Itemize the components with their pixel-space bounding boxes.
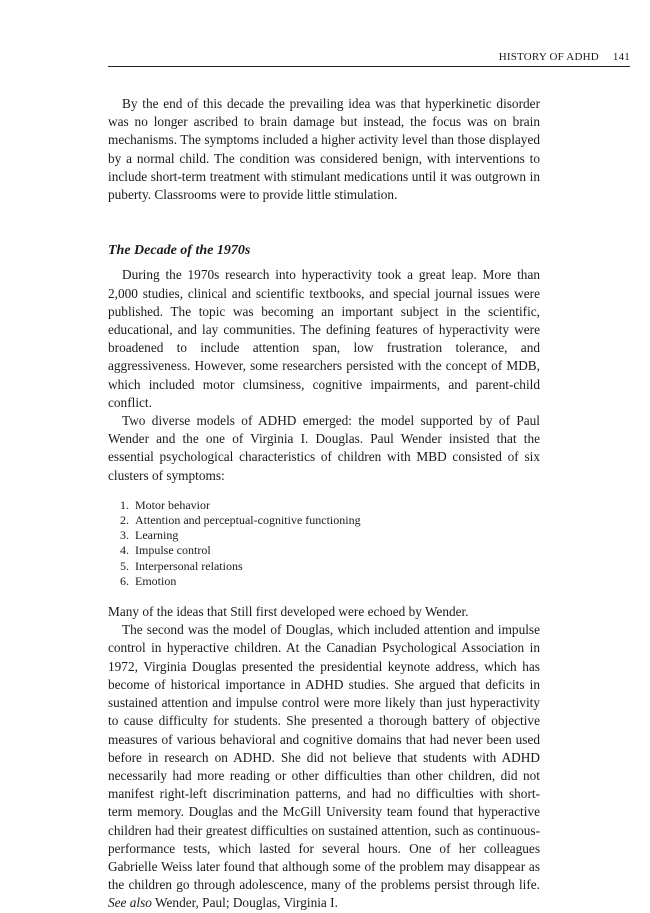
see-also-refs: Wender, Paul; Douglas, Virginia I. <box>155 895 338 911</box>
section-paragraph-4 <box>108 621 540 912</box>
symptom-list <box>108 498 540 589</box>
paragraph-4-text: The second was the model of Douglas, which included attention and impulse control in hyperactive children. At the Canadian Psychological Association in 1972, Virginia Douglas presented the presidential keynote address, which has become of historical importance in ADHD studies. She argued that deficits in sustained attention and impulse control were more likely than just hyperactivity to cause difficulty for students. She presented a thorough battery of objective measures of various behavioral and cognitive domains that had never been used before in research on ADHD. She did not believe that students with ADHD necessarily had more reading or other difficulties than other children, did not manifest right-left discrimination patterns, and had no difficulties with short-term memory. Douglas and the McGill University team found that hyperactive children had their greatest difficulties on sustained attention, such as continuous-performance tests, which lasted for several hours. One of her colleagues Gabrielle Weiss later found that although some of the problem may disappear as the children go through adolescence, many of the problems persist through life. <box>108 622 540 893</box>
list-item: 4. Impulse control <box>132 543 540 558</box>
section-heading: The Decade of the 1970s <box>108 243 251 259</box>
see-also-label: See also <box>108 895 152 911</box>
list-item: 5. Interpersonal relations <box>132 559 540 574</box>
list-item: 1. Motor behavior <box>132 498 540 513</box>
list-item: 6. Emotion <box>132 574 540 589</box>
section-paragraph-1: During the 1970s research into hyperactivity took a great leap. More than 2,000 studies, clinical and scientific textbooks, and special journal issues were published. The topic was becoming an important subject in the scientific, educational, and lay communities. The defining features of hyperactivity were broadened to include attention span, low frustration tolerance, and aggressiveness. However, some researchers persisted with the concept of MDB, which included motor clumsiness, cognitive impairments, and parent-child conflict. <box>108 267 540 410</box>
section-paragraph-3: Many of the ideas that Still first developed were echoed by Wender. <box>108 604 469 620</box>
running-title: HISTORY OF ADHD <box>498 51 599 63</box>
list-item: 2. Attention and perceptual-cognitive functioning <box>132 513 540 528</box>
list-item: 3. Learning <box>132 528 540 543</box>
page-number: 141 <box>612 51 630 63</box>
intro-paragraph: By the end of this decade the prevailing idea was that hyperkinetic disorder was no longer ascribed to brain damage but instead, the focus was on brain mechanisms. The symptoms included a higher activity level than those displayed by a normal child. The condition was considered benign, with interventions to include short-term treatment with stimulant medications until it was outgrown in puberty. Classrooms were to provide little stimulation. <box>108 96 540 203</box>
running-head <box>499 51 630 63</box>
header-rule <box>108 66 630 67</box>
section-paragraph-2: Two diverse models of ADHD emerged: the model supported by of Paul Wender and the one of Virginia I. Douglas. Paul Wender insisted that the essential psychological characteristics of children with MBD consisted of six clusters of symptoms: <box>108 413 540 483</box>
page-body <box>108 95 540 913</box>
